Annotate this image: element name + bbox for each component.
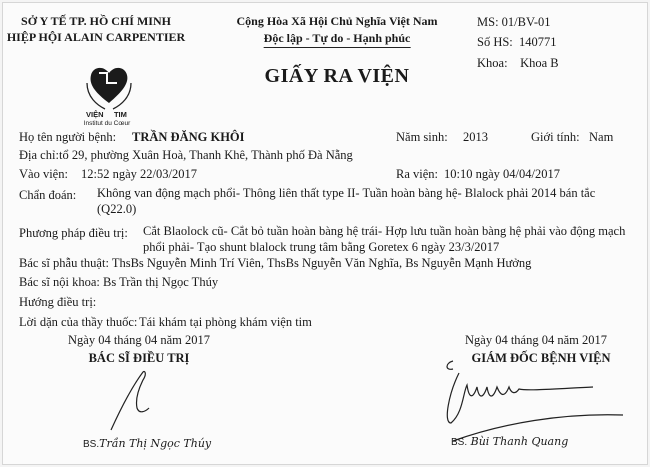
khoa-label: Khoa: [477, 56, 508, 70]
discharge-label: Ra viện: [396, 167, 439, 181]
address-value: tổ 29, phường Xuân Hoà, Thanh Khê, Thành phố Đà Nẵng [59, 148, 353, 162]
left-date: Ngày 04 tháng 04 năm 2017 [68, 333, 210, 347]
so-hs-label: Số HS: [477, 35, 513, 49]
so-hs-value: 140771 [519, 35, 557, 49]
discharge-paper [2, 2, 648, 465]
admit-label: Vào viện: [19, 167, 68, 181]
diagnosis-line2: (Q22.0) [97, 202, 137, 216]
patient-name: TRẦN ĐĂNG KHÔI [132, 130, 245, 144]
treatment-label: Phương pháp điều trị: [19, 226, 128, 240]
logo-vien: VIỆN [86, 110, 104, 119]
diagnosis-label: Chẩn đoán: [19, 188, 77, 202]
right-date: Ngày 04 tháng 04 năm 2017 [465, 333, 607, 347]
advice-label: Lời dặn của thầy thuốc: [19, 315, 138, 329]
document-title: GIẤY RA VIỆN [264, 65, 410, 87]
khoa-value: Khoa B [520, 56, 559, 70]
ms-value: 01/BV-01 [501, 15, 551, 29]
org-line2: HIỆP HỘI ALAIN CARPENTIER [6, 30, 186, 44]
org-line1: SỞ Y TẾ TP. HỒ CHÍ MINH [21, 14, 171, 28]
internist-label: Bác sĩ nội khoa: [19, 275, 100, 289]
discharge-value: 10:10 ngày 04/04/2017 [444, 167, 560, 181]
surgeons-label: Bác sĩ phẫu thuật: [19, 256, 109, 270]
name-label: Họ tên người bệnh: [19, 130, 117, 144]
treatment-line2: phổi phải- Tạo shunt blalock trung tâm bằng Goretex 6 ngày 23/3/2017 [143, 240, 500, 254]
right-doctor-name: Bùi Thanh Quang [470, 435, 569, 448]
internist-value: Bs Trần thị Ngọc Thúy [103, 275, 219, 289]
treatment-line1: Cắt Blaolock cũ- Cắt bỏ tuần hoàn bàng hệ trái- Hợp lưu tuần hoàn bàng hệ phải vào động mạch [143, 224, 626, 238]
logo-subtitle: Institut du Cœur [83, 120, 131, 127]
left-prefix: BS. [83, 439, 100, 450]
direction-label: Hướng điều trị: [19, 295, 97, 309]
heart-logo-icon [83, 61, 135, 113]
surgeons-value: ThsBs Nguyễn Minh Trí Viên, ThsBs Nguyễn Văn Nghĩa, Bs Nguyễn Mạnh Hưởng [111, 256, 532, 270]
address-label: Địa chỉ: [19, 148, 59, 162]
left-doctor-name: Trần Thị Ngọc Thúy [99, 437, 212, 450]
right-title: GIÁM ĐỐC BỆNH VIỆN [471, 351, 611, 365]
advice-value: Tái khám tại phòng khám viện tim [139, 315, 312, 329]
sex-label: Giới tính: [531, 130, 580, 144]
nation-motto: Độc lập - Tự do - Hạnh phúc [264, 31, 411, 48]
diagnosis-line1: Không van động mạch phổi- Thông liên thất type II- Tuần hoàn bàng hệ- Blalock phải 2014 bán tắc [97, 186, 596, 200]
right-prefix: BS. [451, 437, 468, 448]
left-title: BÁC SĨ ĐIỀU TRỊ [88, 351, 190, 365]
ms-label: MS: [477, 15, 499, 29]
admit-value: 12:52 ngày 22/03/2017 [81, 167, 197, 181]
left-signature-icon [103, 368, 163, 438]
birth-label: Năm sinh: [396, 130, 448, 144]
sex-value: Nam [589, 130, 614, 144]
nation-name: Cộng Hòa Xã Hội Chủ Nghĩa Việt Nam [236, 14, 438, 28]
birth-value: 2013 [463, 130, 488, 144]
logo-tim: TIM [113, 110, 127, 119]
